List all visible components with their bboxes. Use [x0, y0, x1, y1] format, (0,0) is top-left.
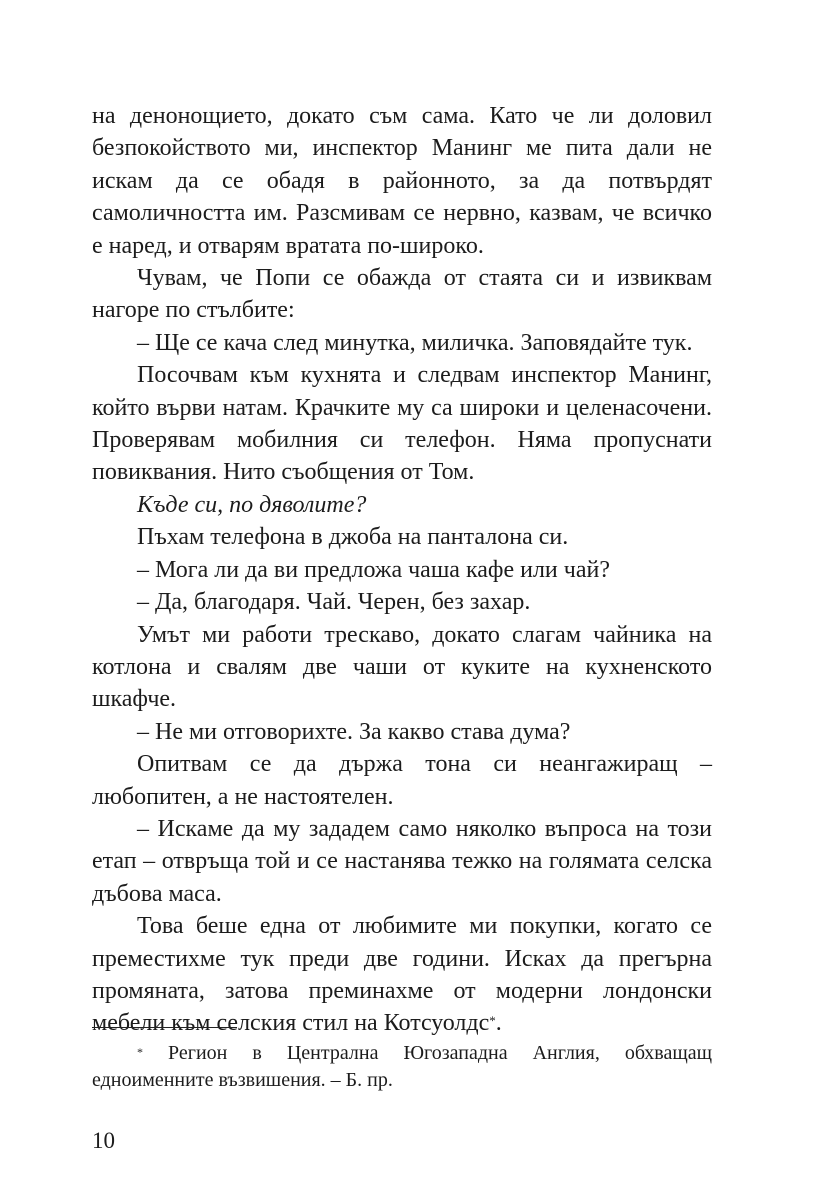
paragraph-3: – Ще се кача след минутка, миличка. Заповядайте тук. [137, 329, 693, 356]
footnote-divider [92, 1027, 237, 1028]
footnote-text: Регион в Централна Югозападна Англия, обхващащ едноименните възвишения. – Б. пр. [92, 1042, 712, 1091]
footnote-reference[interactable]: * [489, 1013, 496, 1029]
paragraph-1: на денонощието, докато съм сама. Като че ли доловил безпокойството ми, инспектор Манинг ме пита дали не искам да се обадя в районното, за да потвърдят самоличността им. Разсмивам се нервно, казвам, че всичко е наред, и отварям вратата по-широко. [92, 103, 712, 259]
paragraph-5-italic: Къде си, по дяволите? [137, 491, 367, 518]
paragraph-13-text: Това беше една от любимите ми покупки, когато се преместихме тук преди две години. Исках да прегърна промяната, затова преминахме от модерни лондонски мебели към селския стил на Котсуолдс [92, 913, 712, 1037]
paragraph-13 [92, 910, 712, 1040]
paragraph-6: Пъхам телефона в джоба на панталона си. [137, 524, 569, 551]
paragraph-13-end: . [495, 1010, 502, 1037]
paragraph-7: – Мога ли да ви предложа чаша кафе или чай? [137, 556, 610, 583]
paragraph-11: Опитвам се да държа тона си неангажиращ – любопитен, а не настоятелен. [92, 751, 712, 810]
footnote [92, 1040, 712, 1094]
paragraph-12: – Искаме да му зададем само няколко въпроса на този етап – отвръща той и се настанява тежко на голямата селска дъбова маса. [92, 815, 712, 907]
page-number: 10 [92, 1128, 115, 1153]
paragraph-4: Посочвам към кухнята и следвам инспектор Манинг, който върви натам. Крачките му са широки и целенасочени. Проверявам мобилния си телефон. Няма пропуснати повиквания. Нито съобщения от Том. [92, 362, 712, 486]
paragraph-8: – Да, благодаря. Чай. Черен, без захар. [137, 589, 531, 616]
paragraph-2: Чувам, че Попи се обажда от стаята си и извиквам нагоре по стълбите: [92, 265, 712, 324]
book-page [92, 0, 712, 1200]
paragraph-10: – Не ми отговорихте. За какво става дума? [137, 718, 571, 745]
body-text [92, 100, 712, 1040]
paragraph-9: Умът ми работи трескаво, докато слагам чайника на котлона и свалям две чаши от куките на кухненското шкафче. [92, 621, 712, 713]
footnote-marker: * [137, 1045, 143, 1059]
